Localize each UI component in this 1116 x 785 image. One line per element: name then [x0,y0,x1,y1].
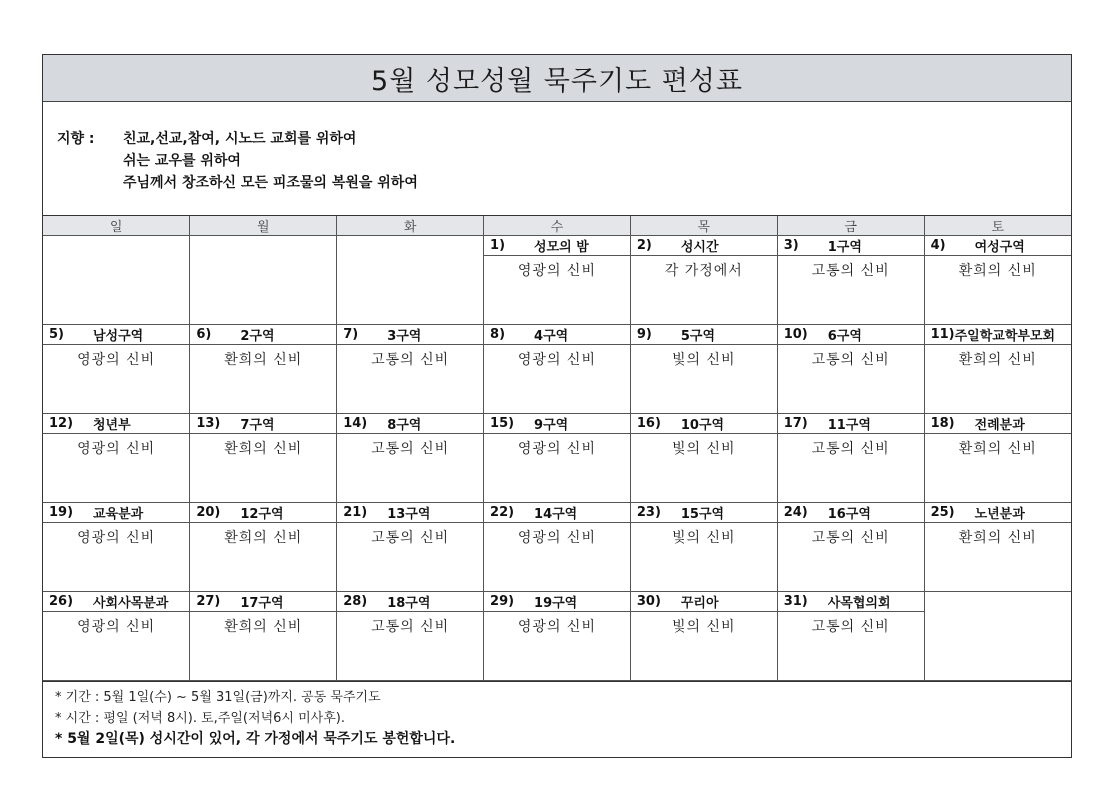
rosary-mystery: 각 가정에서 [664,263,743,279]
day-cell [484,236,631,325]
assigned-group: 11구역 [827,418,871,433]
day-number: 27) [196,594,221,609]
day-cell [190,503,337,592]
rosary-mystery: 빛의 신비 [672,352,736,368]
assigned-group: 10구역 [680,418,725,433]
assigned-group: 여성구역 [974,240,1025,255]
day-header [631,325,777,345]
rosary-mystery: 영광의 신비 [517,441,596,457]
day-number: 17) [783,416,808,431]
rosary-mystery: 영광의 신비 [77,352,156,368]
day-header [190,592,336,612]
day-cell [337,503,484,592]
rosary-mystery: 고통의 신비 [811,263,890,279]
assigned-group: 교육분과 [93,507,144,522]
weekday-header: 일 [43,216,190,236]
day-header [778,236,924,256]
page-title: 5월 성모성월 묵주기도 편성표 [43,55,1071,102]
intention-line: 주님께서 창조하신 모든 피조물의 복원을 위하여 [123,175,418,191]
day-header [631,592,777,612]
day-cell [924,236,1071,325]
day-cell [484,503,631,592]
day-header [484,414,630,434]
day-header [925,503,1071,523]
day-number: 30) [636,594,661,609]
day-cell [924,414,1071,503]
day-cell [190,414,337,503]
schedule-frame [42,54,1072,758]
assigned-group: 5구역 [680,329,716,344]
assigned-group: 18구역 [387,596,431,611]
calendar-table [43,216,1071,681]
assigned-group: 17구역 [240,596,284,611]
day-header [778,414,924,434]
day-cell [43,592,190,681]
day-header [631,236,777,256]
day-cell [777,236,924,325]
empty-day-cell [924,592,1071,681]
assigned-group: 13구역 [387,507,431,522]
day-cell [630,592,777,681]
day-cell [337,414,484,503]
day-cell [190,592,337,681]
calendar-week-row [43,503,1071,592]
day-cell [43,503,190,592]
day-number: 19) [49,505,74,520]
day-number: 24) [783,505,808,520]
day-cell [777,503,924,592]
empty-day-cell [190,236,337,325]
rosary-mystery: 환희의 신비 [224,619,303,635]
day-number: 1) [490,238,506,253]
day-cell [43,414,190,503]
rosary-mystery: 환희의 신비 [224,441,303,457]
day-number: 28) [343,594,368,609]
rosary-mystery: 고통의 신비 [371,530,450,546]
day-header [190,414,336,434]
assigned-group: 8구역 [387,418,422,433]
day-cell [777,414,924,503]
assigned-group: 사목협의회 [827,596,891,611]
day-number: 16) [636,416,661,431]
assigned-group: 16구역 [827,507,871,522]
day-number: 13) [196,416,221,431]
rosary-mystery: 영광의 신비 [77,441,156,457]
day-header [631,414,777,434]
rosary-mystery: 고통의 신비 [371,352,450,368]
intention-line: 친교,선교,참여, 시노드 교회를 위하여 [123,131,357,147]
assigned-group: 14구역 [534,507,578,522]
day-number: 18) [930,416,955,431]
day-number: 20) [196,505,221,520]
note-holy-hour: * 5월 2일(목) 성시간이 있어, 각 가정에서 묵주기도 봉헌합니다. [55,731,456,747]
day-cell [630,236,777,325]
rosary-mystery: 영광의 신비 [517,352,596,368]
weekday-header-row [43,216,1071,236]
intention-line: 쉬는 교우를 위하여 [123,153,241,169]
assigned-group: 2구역 [240,329,275,344]
assigned-group: 15구역 [680,507,725,522]
day-number: 5) [49,327,64,342]
rosary-mystery: 환희의 신비 [224,352,303,368]
rosary-mystery: 영광의 신비 [517,530,596,546]
calendar-week-row [43,414,1071,503]
assigned-group: 1구역 [827,240,862,255]
day-header [484,236,630,256]
day-header [43,325,189,345]
rosary-mystery: 영광의 신비 [517,619,596,635]
rosary-mystery: 환희의 신비 [958,352,1037,368]
day-number: 10) [783,327,808,342]
day-header [925,325,1071,345]
weekday-header: 화 [337,216,484,236]
rosary-mystery: 환희의 신비 [224,530,303,546]
weekday-header: 토 [924,216,1071,236]
day-number: 11) [930,327,955,342]
day-cell [630,325,777,414]
assigned-group: 6구역 [827,329,862,344]
day-header [484,503,630,523]
rosary-mystery: 빛의 신비 [672,530,736,546]
day-cell [190,325,337,414]
rosary-mystery: 환희의 신비 [958,263,1037,279]
intentions-section [43,102,1071,216]
rosary-mystery: 고통의 신비 [371,441,450,457]
calendar-week-row [43,592,1071,681]
day-number: 26) [49,594,74,609]
rosary-mystery: 고통의 신비 [811,619,890,635]
day-cell [484,325,631,414]
day-header [484,325,630,345]
day-number: 23) [636,505,661,520]
assigned-group: 전례분과 [974,418,1025,433]
day-number: 21) [343,505,368,520]
day-number: 31) [783,594,808,609]
day-number: 8) [490,327,506,342]
day-number: 2) [636,238,652,253]
assigned-group: 12구역 [240,507,284,522]
calendar-week-row [43,325,1071,414]
day-number: 25) [930,505,955,520]
assigned-group: 청년부 [93,418,131,433]
assigned-group: 3구역 [387,329,422,344]
day-number: 29) [490,594,515,609]
calendar-week-row [43,236,1071,325]
day-cell [43,325,190,414]
day-header [43,414,189,434]
note-period: * 기간 : 5월 1일(수) ~ 5월 31일(금)까지. 공동 묵주기도 [55,690,381,705]
rosary-mystery: 영광의 신비 [517,263,596,279]
day-header [925,414,1071,434]
day-header [778,592,924,612]
intentions-label: 지향 : [57,131,95,147]
day-cell [924,503,1071,592]
rosary-mystery: 환희의 신비 [958,441,1037,457]
assigned-group: 노년분과 [974,507,1025,522]
day-header [43,592,189,612]
assigned-group: 성모의 밤 [534,240,589,255]
day-number: 15) [490,416,515,431]
day-cell [630,414,777,503]
rosary-mystery: 빛의 신비 [672,441,736,457]
notes-section [43,681,1071,750]
day-header [337,503,483,523]
empty-day-cell [337,236,484,325]
day-header [484,592,630,612]
weekday-header: 수 [484,216,631,236]
assigned-group: 남성구역 [93,329,144,344]
rosary-mystery: 고통의 신비 [811,441,890,457]
day-number: 22) [490,505,515,520]
day-number: 6) [196,327,212,342]
assigned-group: 4구역 [534,329,569,344]
day-cell [484,414,631,503]
rosary-mystery: 환희의 신비 [958,530,1037,546]
empty-day-cell [43,236,190,325]
day-cell [337,325,484,414]
day-number: 7) [343,327,359,342]
day-number: 9) [636,327,652,342]
day-cell [777,325,924,414]
day-header [925,236,1071,256]
day-cell [484,592,631,681]
day-cell [777,592,924,681]
day-cell [337,592,484,681]
day-header [190,325,336,345]
assigned-group: 꾸리아 [680,596,719,611]
assigned-group: 7구역 [240,418,275,433]
day-header [337,592,483,612]
rosary-mystery: 고통의 신비 [811,530,890,546]
weekday-header: 월 [190,216,337,236]
weekday-header: 목 [630,216,777,236]
day-header [190,503,336,523]
rosary-mystery: 빛의 신비 [672,619,736,635]
day-cell [924,325,1071,414]
rosary-mystery: 영광의 신비 [77,530,156,546]
day-header [631,503,777,523]
rosary-mystery: 영광의 신비 [77,619,156,635]
weekday-header: 금 [777,216,924,236]
assigned-group: 주일학교학부모회 [954,329,1056,344]
day-number: 12) [49,416,74,431]
day-header [337,325,483,345]
assigned-group: 9구역 [534,418,569,433]
day-header [778,503,924,523]
day-number: 14) [343,416,368,431]
rosary-mystery: 고통의 신비 [811,352,890,368]
assigned-group: 사회사목분과 [93,596,169,611]
day-cell [630,503,777,592]
day-header [43,503,189,523]
day-header [778,325,924,345]
note-time: * 시간 : 평일 (저녁 8시). 토,주일(저녁6시 미사후). [55,711,345,726]
day-header [337,414,483,434]
day-number: 3) [783,238,799,253]
assigned-group: 성시간 [680,240,719,255]
rosary-mystery: 고통의 신비 [371,619,450,635]
assigned-group: 19구역 [534,596,578,611]
day-number: 4) [930,238,946,253]
